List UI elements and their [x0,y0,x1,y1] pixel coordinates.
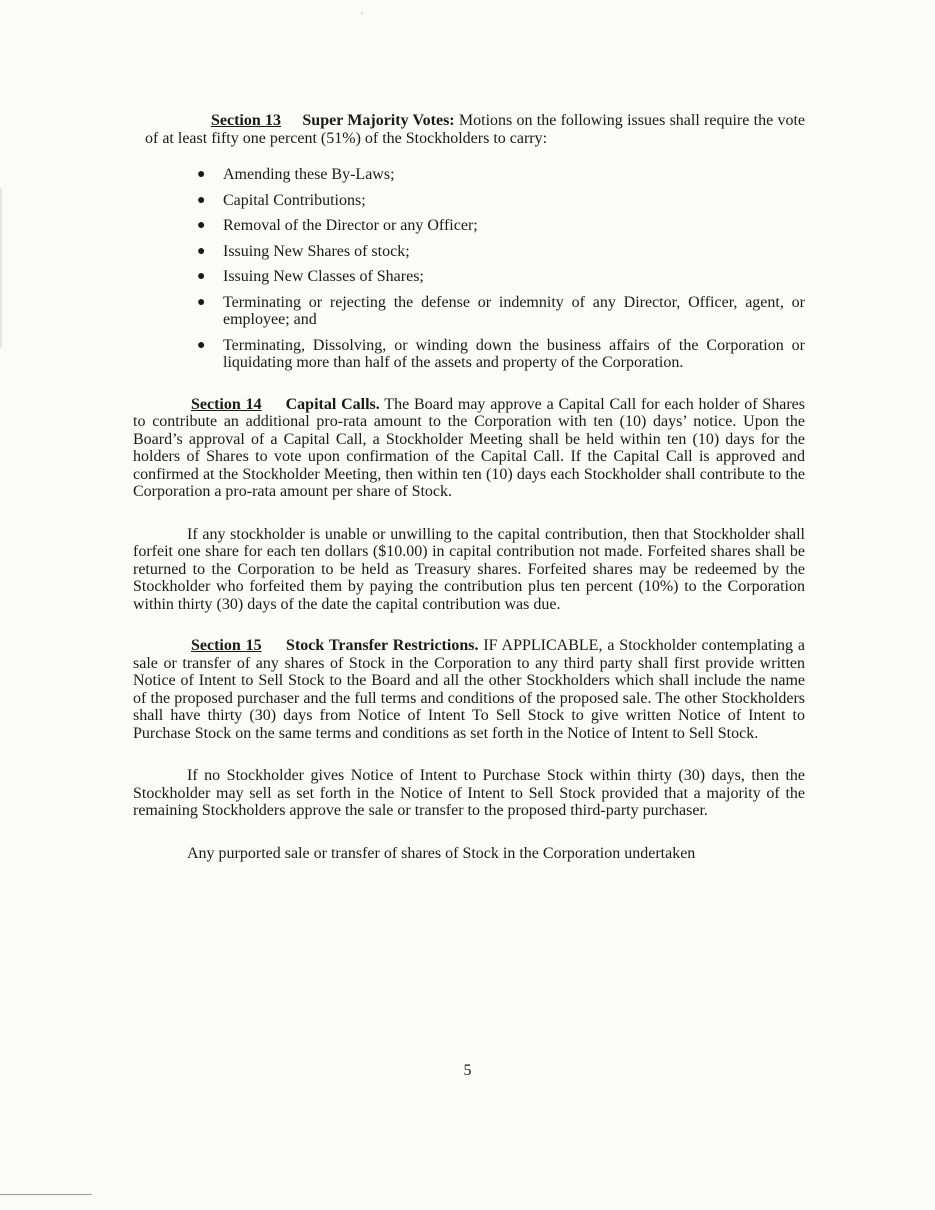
list-item-text: Amending these By-Laws; [223,166,395,183]
bullet-icon: ● [197,269,206,284]
section-15-title: Stock Transfer Restrictions. [286,637,479,654]
page-number: 5 [463,1062,472,1079]
list-item [191,166,805,184]
list-item-text: Issuing New Shares of stock; [223,242,410,260]
list-item-text: Issuing New Classes of Shares; [223,268,424,285]
list-item-text: Capital Contributions; [223,191,366,209]
section-13-text: Motions on the following issues shall require the vote of at least fifty one percent (51%) of the Stockholders to carry: [145,112,805,147]
section-14-label: Section 14 [191,395,262,413]
section-14-title: Capital Calls. [285,395,380,413]
list-item [191,294,805,329]
section-13-title: Super Majority Votes: [302,112,455,129]
section-13-paragraph [145,112,805,147]
list-item [191,192,805,210]
section-15-transfer-paragraph: Any purported sale or transfer of shares of Stock in the Corporation undertaken [187,844,696,862]
list-item [191,243,805,261]
list-item [191,217,805,235]
section-14-forfeit-paragraph: If any stockholder is unable or unwilling to the capital contribution, then that Stockholder shall forfeit one share for each ten dollars ($10.00) in capital contribution not made. Forfeited shares shall be returned to the Corporation to be held as Treasury shares. Forfeited shares may be redeemed by the Stockholder who forfeited them by paying the contribution plus ten percent (10%) to the Corporation within thirty (30) days of the date the capital contribution was due. [133,525,805,613]
scan-speck [361,12,363,14]
scan-edge-mark [0,188,2,348]
bullet-icon: ● [197,192,206,208]
list-item-text: Terminating or rejecting the defense or indemnity of any Director, Officer, agent, or employee; and [223,293,805,328]
section-13-label: Section 13 [211,112,282,129]
section-14-paragraph [133,396,805,501]
section-15-text: IF APPLICABLE, a Stockholder contemplating a sale or transfer of any shares of Stock in the Corporation to any third party shall first provide written Notice of Intent to Sell Stock to the Board and all the other Stockholders which shall include the name of the proposed purchaser and the full terms and conditions of the proposed sale. The other Stockholders shall have thirty (30) days from Notice of Intent To Sell Stock to give written Notice of Intent to Purchase Stock on the same terms and conditions as set forth in the Notice of Intent to Sell Stock. [133,637,806,742]
scan-artifact-line [0,1194,92,1195]
bullet-icon: ● [197,294,206,310]
list-item [191,337,805,372]
list-item-text: Terminating, Dissolving, or winding down the business affairs of the Corporation or liquidating more than half of the assets and property of the Corporation. [223,336,805,371]
document-body [133,112,805,862]
list-item-text: Removal of the Director or any Officer; [223,217,478,234]
bullet-icon: ● [197,243,206,259]
section-15-paragraph [133,637,805,742]
super-majority-issue-list [133,166,805,372]
list-item [191,268,805,286]
section-14-text: The Board may approve a Capital Call for each holder of Shares to contribute an additional pro-rata amount to the Corporation with ten (10) days’ notice. Upon the Board’s approval of a Capital Call, a Stockholder Meeting shall be held within ten (10) days for the holders of Shares to vote upon confirmation of the Capital Call. If the Capital Call is approved and confirmed at the Stockholder Meeting, then within ten (10) days each Stockholder shall contribute to the Corporation a pro-rata amount per share of Stock. [133,395,806,500]
section-15-purchase-paragraph: If no Stockholder gives Notice of Intent to Purchase Stock within thirty (30) days, then the Stockholder may sell as set forth in the Notice of Intent to Sell Stock provided that a majority of the remaining Stockholders approve the sale or transfer to the proposed third-party purchaser. [133,767,805,819]
section-15-label: Section 15 [191,637,262,654]
bullet-icon: ● [197,218,206,233]
bullet-icon: ● [197,167,206,182]
bullet-icon: ● [197,337,206,353]
